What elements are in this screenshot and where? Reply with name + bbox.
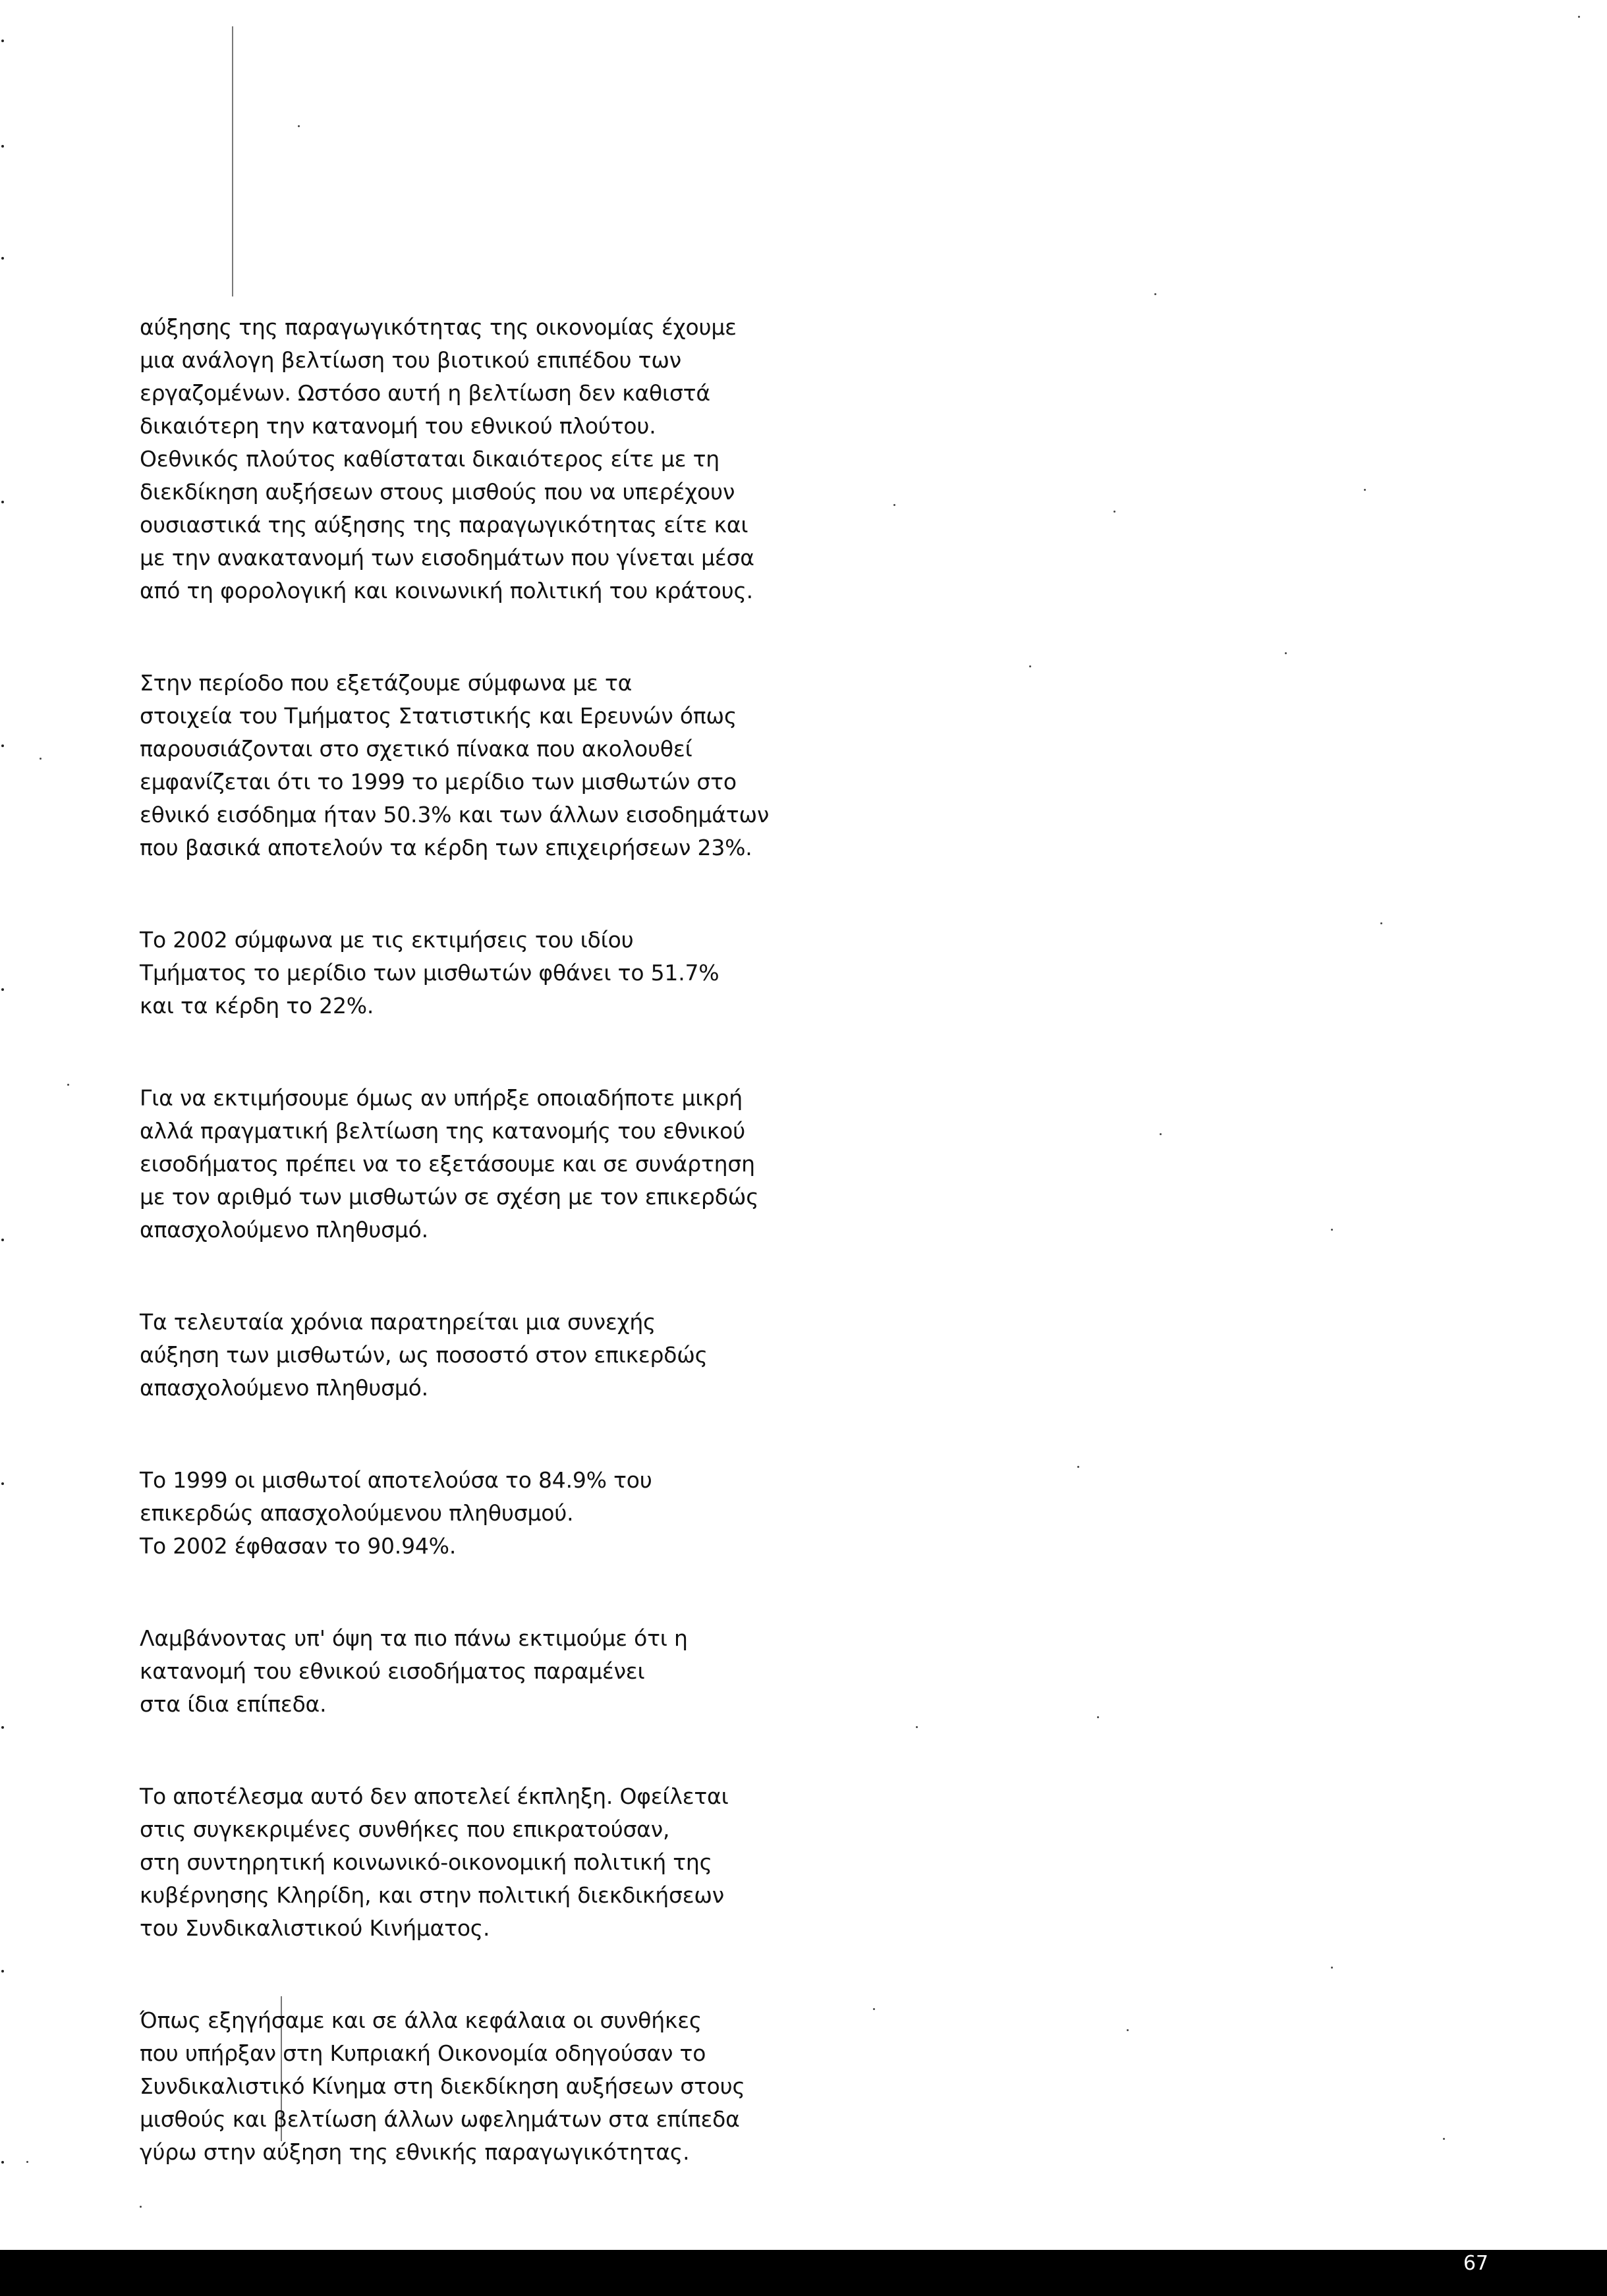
- scan-speck: [26, 2161, 28, 2163]
- scan-speck: [140, 2206, 142, 2208]
- paragraph-spacer: [140, 607, 799, 667]
- scan-speck: [40, 758, 42, 760]
- paragraph-spacer: [140, 1246, 799, 1306]
- text-line: στα ίδια επίπεδα.: [140, 1691, 327, 1717]
- scan-speck: [1331, 1229, 1333, 1231]
- scan-edge-dot: [1, 501, 4, 503]
- paragraph-5: [140, 1306, 799, 1405]
- scan-edge-dot: [1, 257, 4, 260]
- scan-edge-dot: [1, 145, 4, 148]
- text-line: κατανομή του εθνικού εισοδήματος παραμένει: [140, 1658, 645, 1684]
- paragraph-spacer: [140, 864, 799, 924]
- text-line: του Συνδικαλιστικού Κινήματος.: [140, 1915, 490, 1941]
- scan-speck: [1364, 489, 1366, 491]
- scan-speck: [1380, 922, 1382, 924]
- text-line: Τα τελευταία χρόνια παρατηρείται μια συνεχής: [140, 1309, 656, 1335]
- text-line: στις συγκεκριμένες συνθήκες που επικρατούσαν,: [140, 1816, 670, 1842]
- text-line: αύξηση των μισθωτών, ως ποσοστό στον επικερδώς: [140, 1342, 708, 1368]
- paragraph-3: [140, 924, 799, 1022]
- text-line: Όπως εξηγήσαμε και σε άλλα κεφάλαια οι συνθήκες: [140, 2007, 702, 2033]
- text-line: Στην περίοδο που εξετάζουμε σύμφωνα με τα: [140, 670, 633, 696]
- text-line: απασχολούμενο πληθυσμό.: [140, 1375, 428, 1401]
- scan-speck: [893, 504, 895, 506]
- scan-speck: [1077, 1466, 1079, 1468]
- text-line: Συνδικαλιστικό Κίνημα στη διεκδίκηση αυξήσεων στους: [140, 2073, 745, 2099]
- scan-speck: [1114, 511, 1115, 513]
- text-line: με τον αριθμό των μισθωτών σε σχέση με τον επικερδώς: [140, 1184, 759, 1210]
- text-line: που υπήρξαν στη Κυπριακή Οικονομία οδηγούσαν το: [140, 2040, 706, 2066]
- text-line: εθνικό εισόδημα ήταν 50.3% και των άλλων εισοδημάτων: [140, 802, 770, 827]
- paragraph-9: [140, 2004, 799, 2169]
- paragraph-spacer: [140, 1721, 799, 1780]
- paragraph-8: [140, 1780, 799, 1945]
- scan-speck: [298, 125, 300, 127]
- scan-edge-dot: [1, 1970, 4, 1973]
- scan-edge-dot: [1, 988, 4, 991]
- paragraph-1: [140, 311, 799, 607]
- footer-bar: [0, 2250, 1607, 2296]
- text-line: Λαμβάνοντας υπ' όψη τα πιο πάνω εκτιμούμε ότι η: [140, 1625, 688, 1651]
- paragraph-spacer: [140, 1563, 799, 1622]
- scan-speck: [916, 1726, 918, 1728]
- paragraph-6: [140, 1464, 799, 1563]
- text-line: παρουσιάζονται στο σχετικό πίνακα που ακολουθεί: [140, 736, 692, 762]
- text-line: Το 2002 έφθασαν το 90.94%.: [140, 1533, 457, 1559]
- text-line: και τα κέρδη το 22%.: [140, 993, 374, 1019]
- scan-speck: [1285, 652, 1287, 654]
- paragraph-7: [140, 1622, 799, 1721]
- paragraph-spacer: [140, 1945, 799, 2004]
- text-line: Το 1999 οι μισθωτοί αποτελούσα το 84.9% του: [140, 1467, 652, 1493]
- text-line: Τμήματος το μερίδιο των μισθωτών φθάνει το 51.7%: [140, 960, 719, 986]
- text-line: Οεθνικός πλούτος καθίσταται δικαιότερος είτε με τη: [140, 446, 719, 472]
- scan-speck: [1029, 665, 1031, 667]
- text-line: με την ανακατανομή των εισοδημάτων που γίνεται μέσα: [140, 545, 754, 571]
- scan-edge-dot: [1, 744, 4, 747]
- text-line: μια ανάλογη βελτίωση του βιοτικού επιπέδου των: [140, 347, 682, 373]
- text-line: που βασικά αποτελούν τα κέρδη των επιχειρήσεων 23%.: [140, 835, 752, 860]
- scan-speck: [1097, 1716, 1099, 1718]
- text-line: αύξησης της παραγωγικότητας της οικονομίας έχουμε: [140, 314, 737, 340]
- text-line: Το 2002 σύμφωνα με τις εκτιμήσεις του ιδίου: [140, 927, 634, 953]
- scan-edge-dot: [1, 1239, 4, 1241]
- text-line: από τη φορολογική και κοινωνική πολιτική του κράτους.: [140, 578, 753, 603]
- binding-mark-top: [232, 26, 233, 296]
- text-line: επικερδώς απασχολούμενου πληθυσμού.: [140, 1500, 574, 1526]
- paragraph-4: [140, 1082, 799, 1246]
- page-number: 67: [1463, 2252, 1488, 2275]
- scan-speck: [1443, 2138, 1445, 2140]
- text-line: διεκδίκηση αυξήσεων στους μισθούς που να υπερέχουν: [140, 479, 735, 505]
- text-line: Για να εκτιμήσουμε όμως αν υπήρξε οποιαδήποτε μικρή: [140, 1085, 743, 1111]
- scan-speck: [1578, 16, 1580, 18]
- scan-speck: [1154, 293, 1156, 295]
- text-line: εισοδήματος πρέπει να το εξετάσουμε και σε συνάρτηση: [140, 1151, 755, 1177]
- text-line: ουσιαστικά της αύξησης της παραγωγικότητας είτε και: [140, 512, 748, 538]
- scan-speck: [1160, 1133, 1162, 1135]
- scan-edge-dot: [1, 40, 4, 42]
- paragraph-2: [140, 667, 799, 864]
- text-line: εργαζομένων. Ωστόσο αυτή η βελτίωση δεν καθιστά: [140, 380, 710, 406]
- scan-edge-dot: [1, 1482, 4, 1485]
- text-line: στοιχεία του Τμήματος Στατιστικής και Ερευνών όπως: [140, 703, 737, 729]
- scan-speck: [1331, 1967, 1333, 1969]
- scan-edge-dot: [1, 2161, 4, 2164]
- text-line: απασχολούμενο πληθυσμό.: [140, 1217, 428, 1243]
- scan-speck: [67, 1084, 69, 1086]
- scan-speck: [1127, 2029, 1129, 2031]
- text-line: Το αποτέλεσμα αυτό δεν αποτελεί έκπληξη. Οφείλεται: [140, 1783, 729, 1809]
- scan-speck: [873, 2008, 875, 2010]
- text-line: στη συντηρητική κοινωνικό-οικονομική πολιτική της: [140, 1849, 712, 1875]
- text-line: εμφανίζεται ότι το 1999 το μερίδιο των μισθωτών στο: [140, 769, 737, 795]
- text-line: αλλά πραγματική βελτίωση της κατανομής του εθνικού: [140, 1118, 746, 1144]
- body-text: [140, 311, 799, 2169]
- text-line: γύρω στην αύξηση της εθνικής παραγωγικότητας.: [140, 2139, 690, 2165]
- paragraph-spacer: [140, 1405, 799, 1464]
- text-line: δικαιότερη την κατανομή του εθνικού πλούτου.: [140, 413, 656, 439]
- scan-edge-dot: [1, 1726, 4, 1729]
- text-line: μισθούς και βελτίωση άλλων ωφελημάτων στα επίπεδα: [140, 2106, 740, 2132]
- text-line: κυβέρνησης Κληρίδη, και στην πολιτική διεκδικήσεων: [140, 1882, 725, 1908]
- paragraph-spacer: [140, 1022, 799, 1082]
